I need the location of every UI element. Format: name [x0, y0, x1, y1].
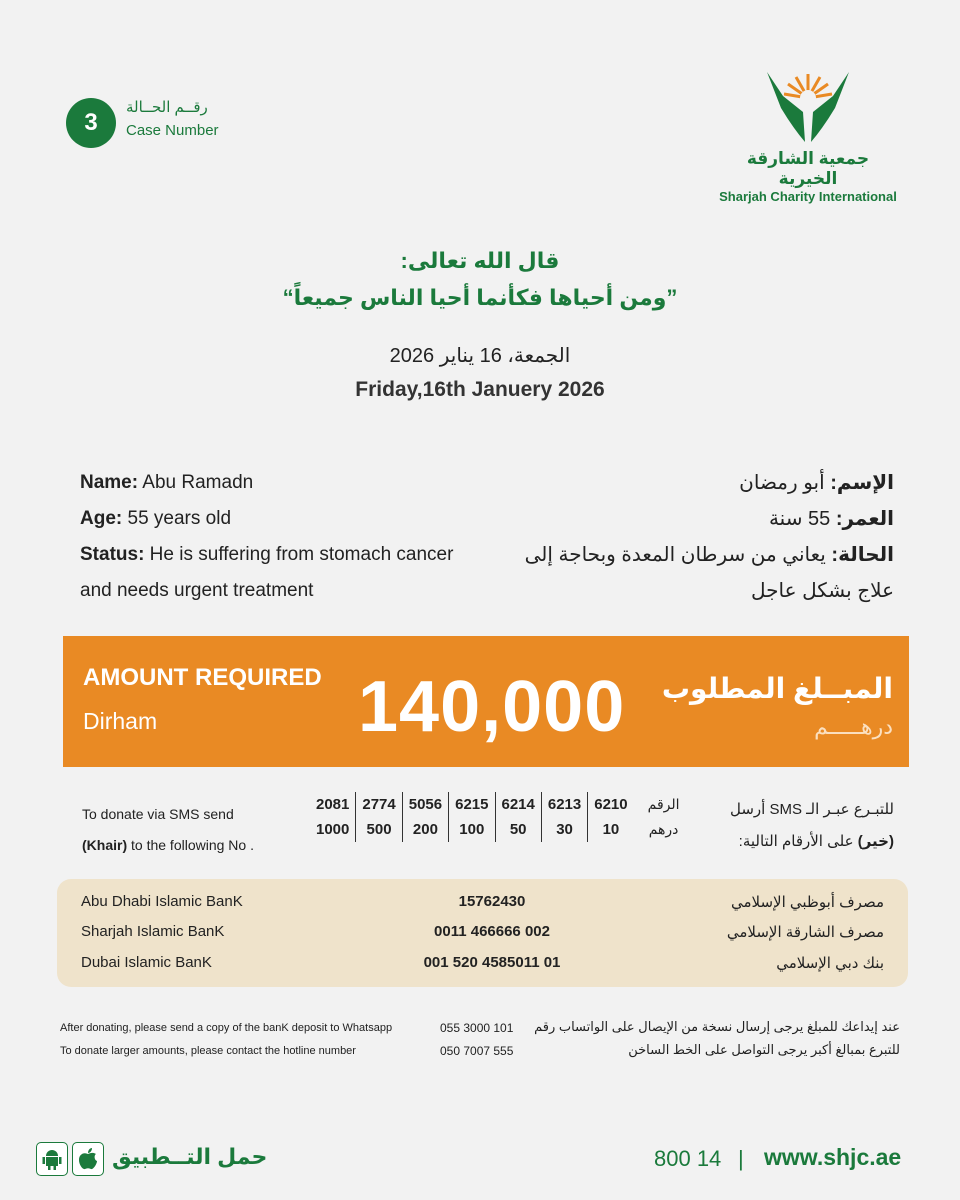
hotline-note-ar: للتبرع بمبالغ أكبر يرجى التواصل على الخط الساخن [628, 1042, 900, 1057]
bank-row [57, 923, 908, 953]
status-value: He is suffering from stomach cancer and needs urgent treatment [80, 544, 454, 601]
android-icon[interactable] [36, 1142, 68, 1176]
sms-amount-label: درهم [648, 821, 679, 837]
sms-amount: 100 [449, 817, 495, 842]
hotline-short-number: 800 14 [654, 1146, 722, 1171]
app-store-icons [36, 1142, 104, 1176]
name-value: Abu Ramadn [138, 472, 254, 493]
case-number-badge: 3 [66, 98, 116, 148]
logo-name-en: Sharjah Charity International [719, 189, 897, 204]
sms-amount: 500 [356, 817, 402, 842]
logo-name-ar: جمعية الشارقة الخيرية [746, 149, 870, 188]
sms-instructions-ar [730, 794, 894, 858]
bank-name-en: Abu Dhabi Islamic BanK [81, 893, 243, 910]
download-app-label: حمل التــطبيق [112, 1144, 268, 1169]
sms-number: 6214 [495, 792, 541, 817]
sms-amount: 50 [495, 817, 541, 842]
amount-label-en: AMOUNT REQUIRED [83, 664, 322, 691]
currency-ar: درهـــــم [814, 714, 893, 739]
bank-name-en: Sharjah Islamic BanK [81, 923, 225, 940]
hands-sun-logo-icon [763, 68, 853, 144]
logo [716, 68, 900, 204]
age-label: Age: [80, 508, 123, 529]
whatsapp-number: 055 3000 101 [440, 1021, 514, 1035]
name-label: Name: [80, 472, 139, 493]
sms-line1-ar: للتبـرع عبـر الـ SMS أرسل [729, 801, 894, 818]
bank-account-number: 15762430 [458, 893, 526, 910]
case-label-ar: رقــم الحــالة [126, 99, 208, 116]
bank-account-number: 0011 466666 002 [434, 923, 550, 940]
sms-number: 6210 [588, 792, 634, 817]
sms-number-row [310, 792, 686, 817]
date-ar: الجمعة، 16 يناير 2026 [389, 345, 571, 367]
name-value-ar: أبو رمضان [739, 472, 831, 494]
sms-line2-en: to the following No . [127, 837, 254, 853]
bank-name-ar: مصرف الشارقة الإسلامي [726, 924, 884, 941]
sms-keyword-en: (Khair) [82, 837, 128, 853]
age-label-ar: العمر: [835, 508, 894, 530]
bank-account-number: 001 520 4585011 01 [423, 954, 561, 971]
case-info-en [80, 465, 460, 609]
case-label-en: Case Number [126, 122, 219, 139]
bank-name-ar: بنك دبي الإسلامي [776, 955, 884, 972]
date-en: Friday,16th Januery 2026 [355, 378, 605, 401]
sms-number: 2774 [356, 792, 402, 817]
sms-amount-row [310, 817, 686, 842]
sms-numbers-table [310, 792, 686, 842]
sms-amount: 200 [402, 817, 448, 842]
amount-required-banner [63, 636, 909, 767]
bank-accounts-box [57, 879, 908, 987]
status-value-ar: يعاني من سرطان المعدة وبحاجة إلى علاج بشكل عاجل [524, 544, 894, 602]
bank-row [57, 893, 908, 923]
website-link[interactable]: www.shjc.ae [764, 1144, 902, 1170]
currency-en: Dirham [83, 708, 158, 734]
name-label-ar: الإسم: [830, 472, 894, 494]
hotline-note-en: To donate larger amounts, please contact the hotline number [60, 1045, 356, 1057]
sms-amount: 10 [588, 817, 634, 842]
bank-name-ar: مصرف أبوظبي الإسلامي [730, 894, 884, 911]
age-value-ar: 55 سنة [768, 508, 836, 530]
sms-number: 5056 [402, 792, 448, 817]
whatsapp-note-en: After donating, please send a copy of the banK deposit to Whatsapp [60, 1022, 393, 1034]
separator: | [738, 1146, 744, 1171]
bank-name-en: Dubai Islamic BanK [81, 954, 212, 971]
age-value: 55 years old [122, 508, 232, 529]
verse-intro: قال الله تعالى: [400, 248, 560, 273]
status-label: Status: [80, 544, 145, 565]
sms-amount: 30 [541, 817, 587, 842]
sms-number: 6215 [449, 792, 495, 817]
amount-value: 140,000 [358, 667, 626, 747]
hotline-number: 050 7007 555 [440, 1044, 514, 1058]
case-info-ar [494, 465, 894, 609]
sms-number: 2081 [316, 796, 350, 813]
bank-row [57, 954, 908, 984]
sms-amount: 1000 [316, 821, 350, 838]
sms-number-label: الرقم [647, 796, 680, 812]
amount-label-ar: المبــلغ المطلوب [661, 673, 893, 704]
verse-quote: ”ومن أحياها فكأنما أحيا الناس جميعاً“ [282, 285, 678, 310]
sms-instructions-en [82, 799, 254, 861]
status-label-ar: الحالة: [831, 544, 894, 566]
whatsapp-note-ar: عند إيداعك للمبلغ يرجى إرسال نسخة من الإيصال على الواتساب رقم [534, 1019, 900, 1034]
apple-icon[interactable] [72, 1142, 104, 1176]
sms-keyword-ar: (خير) [857, 833, 894, 850]
sms-line2-ar: على الأرقام التالية: [738, 833, 858, 850]
sms-number: 6213 [541, 792, 587, 817]
sms-line1-en: To donate via SMS send [82, 806, 234, 822]
